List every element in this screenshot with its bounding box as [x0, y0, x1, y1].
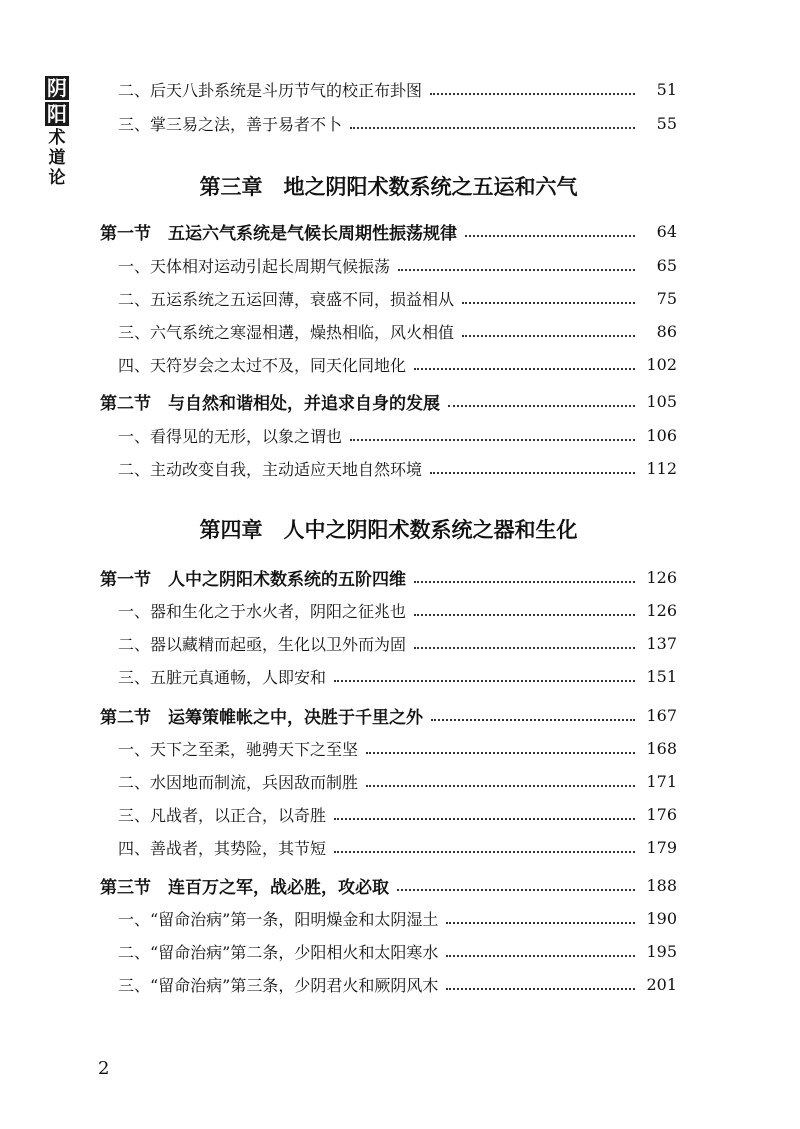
page-number: 2: [98, 1058, 110, 1079]
toc-entry[interactable]: [100, 766, 677, 796]
toc-entry[interactable]: [100, 595, 677, 625]
toc-entry[interactable]: [100, 832, 677, 862]
book-title-vertical: [43, 76, 71, 188]
toc-entry-title: 二、主动改变自我，主动适应天地自然环境: [118, 459, 423, 479]
toc-page-number: 190: [646, 908, 677, 928]
toc-page-number: 201: [646, 974, 677, 994]
toc-entry-title: 一、天体相对运动引起长周期气候振荡: [118, 256, 391, 276]
leader-dots: [446, 921, 635, 924]
chapter-heading[interactable]: 第三章 地之阴阳术数系统之五运和六气: [199, 174, 578, 199]
toc-page-number: 195: [646, 941, 677, 961]
toc-entry-title: 三、五脏元真通畅，人即安和: [118, 667, 327, 687]
toc-entry-title: 一、“留命治病”第一条，阳明燥金和太阴湿土: [118, 909, 439, 929]
toc-section-title: 第一节 五运六气系统是气候长周期性振荡规律: [100, 223, 457, 244]
leader-dots: [414, 646, 635, 649]
toc-section-title: 第二节 运筹策帷帐之中，决胜于千里之外: [100, 707, 423, 728]
toc-page-number: 112: [646, 458, 677, 478]
leader-dots: [334, 817, 635, 820]
toc-page-number: 168: [646, 738, 677, 758]
toc-section-entry[interactable]: [100, 700, 677, 730]
leader-dots: [414, 580, 635, 583]
toc-entry-title: 三、六气系统之寒湿相遘，燥热相临，风火相值: [118, 322, 455, 342]
toc-section-entry[interactable]: [100, 870, 677, 900]
toc-entry-title: 三、凡战者，以正合，以奇胜: [118, 805, 327, 825]
toc-entry-title: 三、“留命治病”第三条，少阴君火和厥阴风木: [118, 975, 439, 995]
toc-entry-title: 一、看得见的无形，以象之谓也: [118, 426, 343, 446]
toc-entry-title: 二、器以藏精而起亟，生化以卫外而为固: [118, 634, 407, 654]
toc-entry[interactable]: [100, 969, 677, 999]
toc-page-number: 55: [656, 113, 677, 133]
leader-dots: [334, 850, 635, 853]
toc-section-title: 第二节 与自然和谐相处，并追求自身的发展: [100, 393, 440, 414]
toc-page-number: 106: [646, 425, 677, 445]
table-of-contents: [100, 0, 677, 1129]
toc-page-number: 151: [646, 666, 677, 686]
toc-entry[interactable]: [100, 936, 677, 966]
toc-page-number: 75: [656, 288, 677, 308]
toc-entry-title: 四、善战者，其势险，其节短: [118, 838, 327, 858]
leader-dots: [366, 784, 635, 787]
leader-dots: [446, 987, 635, 990]
toc-entry[interactable]: [100, 661, 677, 691]
toc-page-number: 137: [646, 633, 677, 653]
toc-page-number: 188: [646, 875, 677, 895]
toc-page-number: 167: [646, 705, 677, 725]
leader-dots: [397, 888, 635, 891]
toc-entry-title: 二、水因地而制流，兵因敌而制胜: [118, 772, 359, 792]
leader-dots: [334, 679, 635, 682]
toc-page-number: 51: [656, 79, 677, 99]
toc-entry-title: 四、天符岁会之太过不及，同天化同地化: [118, 355, 407, 375]
book-title-char: 论: [48, 168, 66, 188]
leader-dots: [366, 751, 635, 754]
toc-page-number: 179: [646, 837, 677, 857]
toc-entry[interactable]: [100, 733, 677, 763]
book-title-char: 道: [48, 148, 66, 168]
toc-page-number: 86: [656, 321, 677, 341]
toc-page-number: 64: [656, 221, 677, 241]
toc-page-number: 105: [646, 391, 677, 411]
toc-entry-title: 二、“留命治病”第二条，少阳相火和太阳寒水: [118, 942, 439, 962]
toc-page-number: 126: [646, 600, 677, 620]
toc-section-title: 第三节 连百万之军，战必胜，攻必取: [100, 877, 389, 898]
toc-page-number: 126: [646, 567, 677, 587]
book-title-char: 阴: [47, 76, 67, 100]
chapter-heading[interactable]: 第四章 人中之阴阳术数系统之器和生化: [199, 517, 578, 542]
toc-page-number: 176: [646, 804, 677, 824]
leader-dots: [431, 718, 635, 721]
toc-entry-title: 一、天下之至柔，驰骋天下之至坚: [118, 739, 359, 759]
toc-page-number: 171: [646, 771, 677, 791]
book-title-char: 术: [48, 128, 66, 148]
toc-entry-title: 二、五运系统之五运回薄，衰盛不同，损益相从: [118, 289, 455, 309]
toc-entry[interactable]: [100, 903, 677, 933]
leader-dots: [414, 613, 635, 616]
toc-section-title: 第一节 人中之阴阳术数系统的五阶四维: [100, 569, 406, 590]
toc-page-number: 102: [646, 354, 677, 374]
toc-entry-title: 一、器和生化之于水火者，阴阳之征兆也: [118, 601, 407, 621]
toc-entry[interactable]: [100, 799, 677, 829]
leader-dots: [446, 954, 635, 957]
toc-entry[interactable]: [100, 628, 677, 658]
toc-page-number: 65: [656, 255, 677, 275]
toc-section-entry[interactable]: [100, 562, 677, 592]
toc-entry-title: 三、掌三易之法，善于易者不卜: [118, 114, 343, 134]
toc-entry-title: 二、后天八卦系统是斗历节气的校正布卦图: [118, 80, 423, 100]
book-title-char: 阳: [47, 102, 67, 126]
